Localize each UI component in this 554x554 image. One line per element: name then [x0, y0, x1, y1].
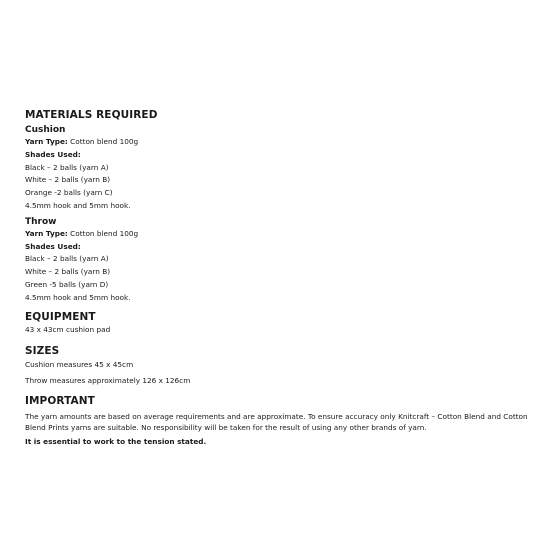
pattern-document	[25, 108, 545, 447]
yarn-type-value: Cotton blend 100g	[70, 228, 139, 238]
cushion-hooks: 4.5mm hook and 5mm hook.	[25, 200, 131, 210]
materials-heading: MATERIALS REQUIRED	[25, 109, 158, 121]
cushion-shade-a: Black – 2 balls (yarn A)	[25, 162, 109, 172]
yarn-type-value: Cotton blend 100g	[70, 137, 139, 146]
tension-note: It is essential to work to the tension stated.	[25, 436, 207, 446]
equipment-heading: EQUIPMENT	[25, 310, 96, 323]
cushion-shade-c: Orange -2 balls (yarn C)	[25, 188, 113, 198]
throw-shade-a: Black – 2 balls (yarn A)	[25, 254, 109, 264]
cushion-shades-label: Shades Used:	[25, 149, 81, 159]
equipment-item: 43 x 43cm cushion pad	[25, 324, 111, 334]
yarn-type-label: Yarn Type:	[25, 137, 68, 146]
throw-shades-label: Shades Used:	[25, 241, 81, 251]
throw-yarn-type	[25, 228, 545, 241]
throw-title: Throw	[25, 216, 57, 227]
throw-shade-d: Green -5 balls (yarn D)	[25, 279, 109, 289]
throw-hooks: 4.5mm hook and 5mm hook.	[25, 292, 131, 302]
important-heading: IMPORTANT	[25, 394, 95, 407]
cushion-size: Cushion measures 45 x 45cm	[25, 360, 134, 370]
sizes-heading: SIZES	[25, 345, 60, 358]
cushion-shade-b: White – 2 balls (yarn B)	[25, 175, 111, 185]
important-body: The yarn amounts are based on average requirements and are approximate. To ensure accuracy only Knitcraft – Cotton Blend and Cotton Blend Prints yarns are suitable. No responsibility will be taken for the result of using any other brands of yarn.	[25, 411, 528, 432]
throw-size: Throw measures approximately 126 x 126cm	[25, 376, 191, 386]
throw-shade-b: White – 2 balls (yarn B)	[25, 267, 111, 277]
yarn-type-label: Yarn Type:	[25, 228, 68, 238]
cushion-title: Cushion	[25, 125, 66, 135]
cushion-yarn-type	[25, 136, 545, 149]
